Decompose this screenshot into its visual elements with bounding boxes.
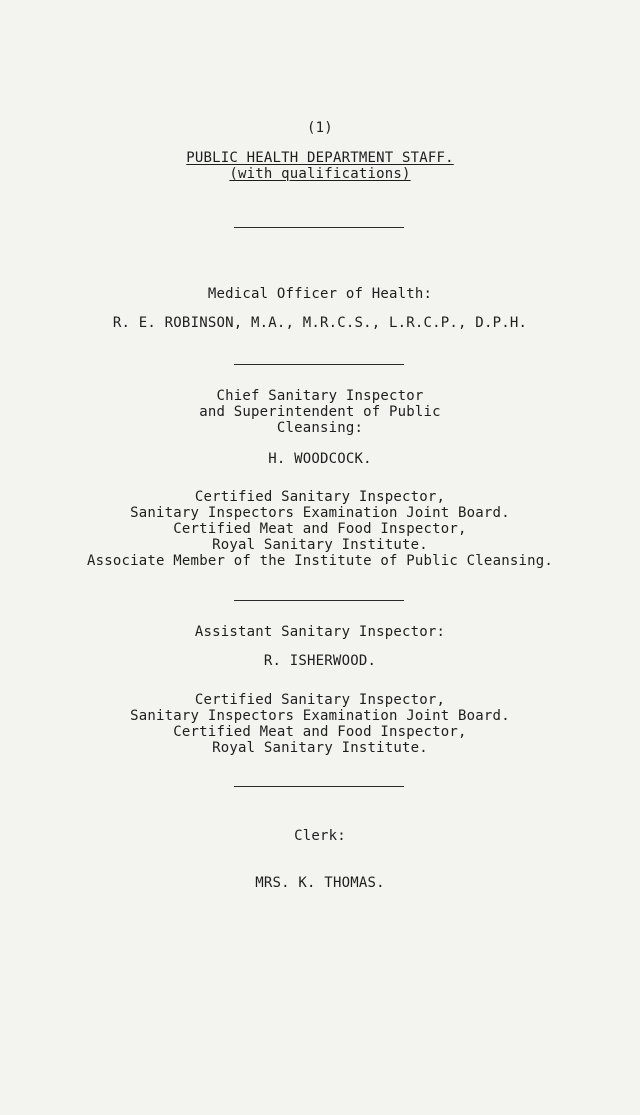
qualification-line: Royal Sanitary Institute.: [212, 740, 428, 756]
qualification-line: Certified Meat and Food Inspector,: [173, 521, 467, 537]
name-assistant-inspector: R. ISHERWOOD.: [263, 653, 377, 669]
role-chief-inspector-line-2: and Superintendent of Public: [199, 404, 441, 420]
section-divider: [234, 227, 404, 228]
qualification-line: Royal Sanitary Institute.: [212, 537, 428, 553]
role-medical-officer: Medical Officer of Health:: [207, 286, 433, 302]
role-chief-inspector-line-1: Chief Sanitary Inspector: [216, 388, 424, 404]
qualification-line: Certified Sanitary Inspector,: [194, 692, 446, 708]
qualification-line: Sanitary Inspectors Examination Joint Board.: [130, 505, 510, 521]
section-divider: [234, 364, 404, 365]
document-title: PUBLIC HEALTH DEPARTMENT STAFF.: [186, 150, 454, 166]
name-clerk: MRS. K. THOMAS.: [255, 875, 385, 891]
qualification-line: Sanitary Inspectors Examination Joint Board.: [130, 708, 510, 724]
qualification-line: Associate Member of the Institute of Public Cleansing.: [87, 553, 553, 569]
section-divider: [234, 600, 404, 601]
name-chief-inspector: H. WOODCOCK.: [268, 451, 372, 467]
document-subtitle: (with qualifications): [229, 166, 411, 182]
role-clerk: Clerk:: [294, 828, 346, 844]
name-medical-officer: R. E. ROBINSON, M.A., M.R.C.S., L.R.C.P., D.P.H.: [112, 315, 528, 331]
qualification-line: Certified Meat and Food Inspector,: [173, 724, 467, 740]
role-assistant-inspector: Assistant Sanitary Inspector:: [194, 624, 446, 640]
section-divider: [234, 786, 404, 787]
page-number: (1): [307, 120, 333, 136]
role-chief-inspector-line-3: Cleansing:: [276, 420, 364, 436]
qualification-line: Certified Sanitary Inspector,: [194, 489, 446, 505]
